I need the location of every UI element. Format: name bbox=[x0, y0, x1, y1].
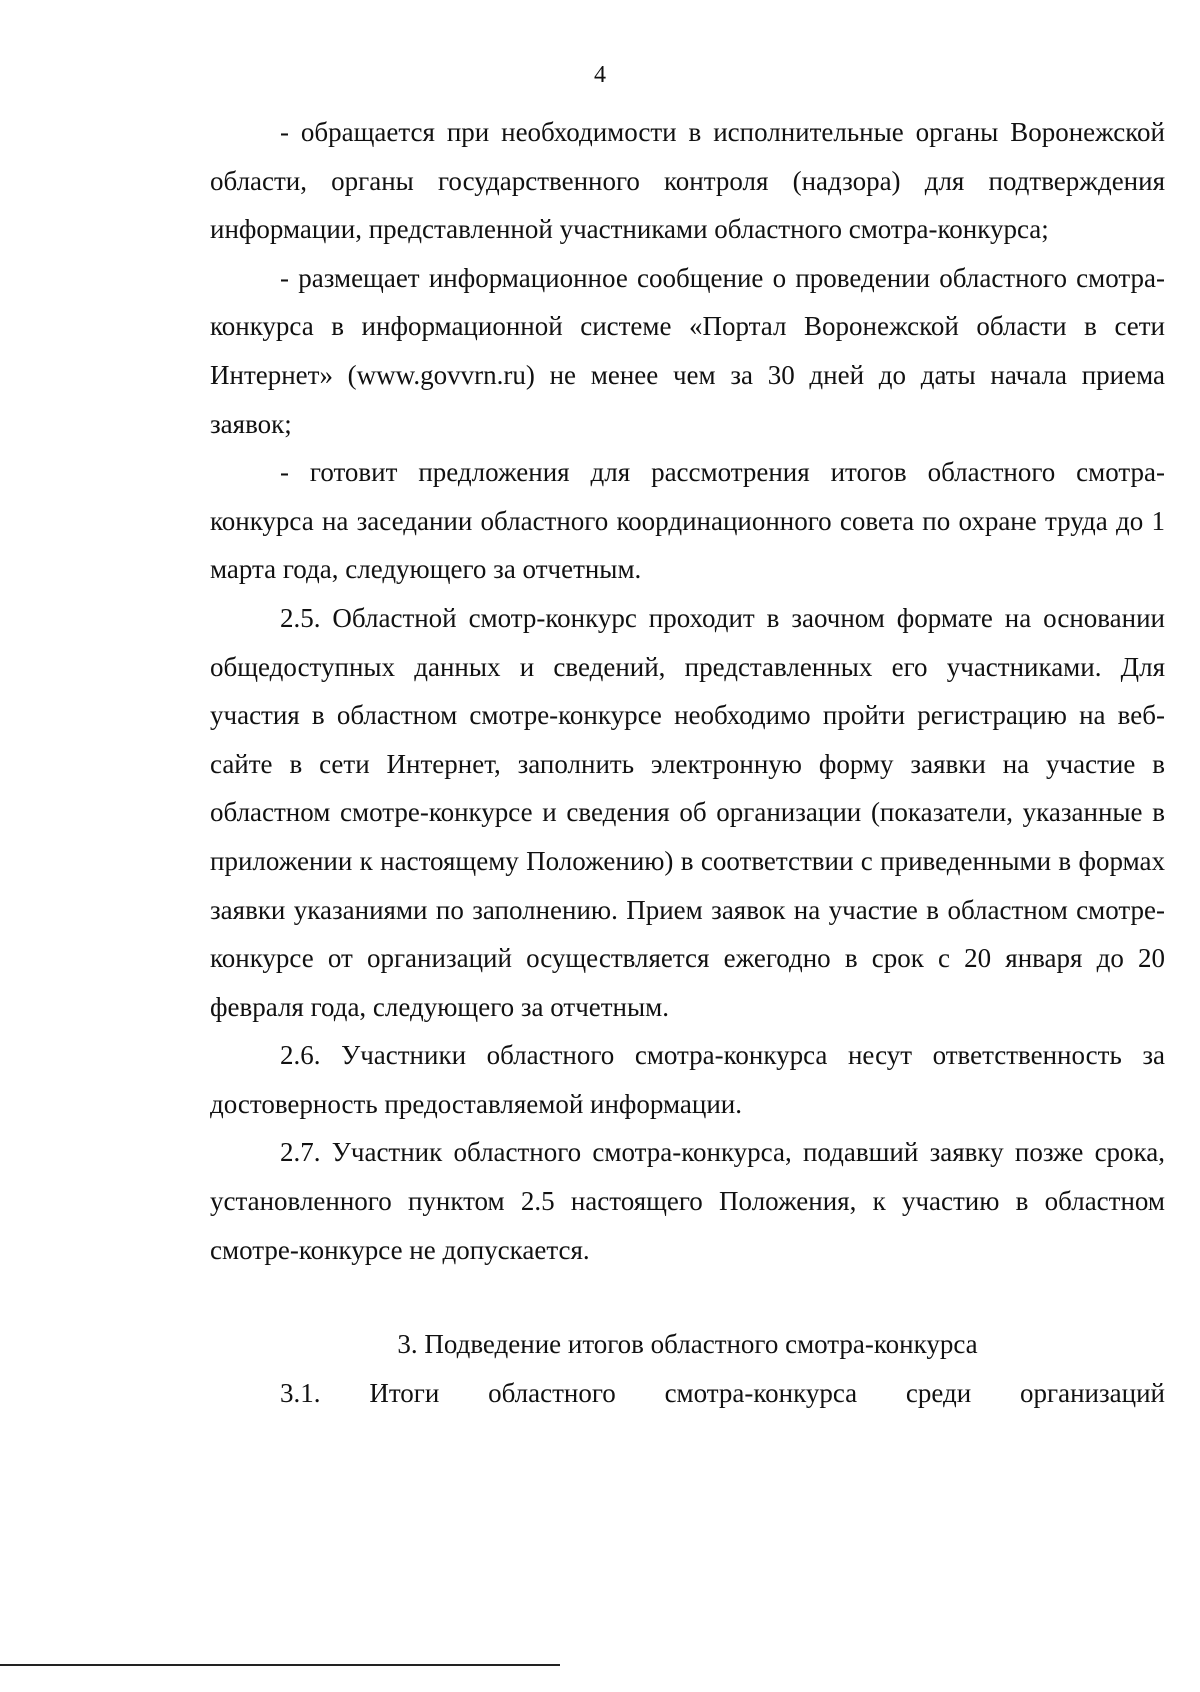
bottom-rule bbox=[0, 1664, 560, 1666]
paragraph-list-item-2: - размещает информационное сообщение о проведении областного смотра-конкурса в информационной системе «Портал Воронежской области в сети Интернет» (www.govvrn.ru) не менее чем за 30 дней до даты начала приема заявок; bbox=[210, 262, 1165, 439]
section-heading: 3. Подведение итогов областного смотра-конкурса bbox=[397, 1329, 978, 1360]
paragraph-list-item-3: - готовит предложения для рассмотрения итогов областного смотра-конкурса на заседании областного координационного совета по охране труда до 1 марта года, следующего за отчетным. bbox=[210, 457, 1165, 585]
paragraph-2-5: 2.5. Областной смотр-конкурс проходит в заочном формате на основании общедоступных данных и сведений, представленных его участниками. Для участия в областном смотре-конкурсе необходимо пройти регистрацию на веб-сайте в сети Интернет, заполнить электронную форму заявки на участие в областном смотре-конкурсе и сведения об организации (показатели, указанные в приложении к настоящему Положению) в соответствии с приведенными в формах заявки указаниями по заполнению. Прием заявок на участие в областном смотре-конкурсе от организаций осуществляется ежегодно в срок с 20 января до 20 февраля года, следующего за отчетным. bbox=[210, 602, 1165, 1022]
section-spacer bbox=[210, 1274, 1165, 1320]
document-body bbox=[210, 108, 1165, 1417]
paragraph-2-6: 2.6. Участники областного смотра-конкурса несут ответственность за достоверность предоставляемой информации. bbox=[210, 1040, 1165, 1119]
paragraph-list-item-1: - обращается при необходимости в исполнительные органы Воронежской области, органы государственного контроля (надзора) для подтверждения информации, представленной участниками областного смотра-конкурса; bbox=[210, 117, 1165, 245]
paragraph-3-1: 3.1. Итоги областного смотра-конкурса среди организаций bbox=[280, 1377, 1165, 1408]
paragraph-2-7: 2.7. Участник областного смотра-конкурса, подавший заявку позже срока, установленного пунктом 2.5 настоящего Положения, к участию в областном смотре-конкурсе не допускается. bbox=[210, 1137, 1165, 1265]
page-number: 4 bbox=[594, 62, 606, 88]
